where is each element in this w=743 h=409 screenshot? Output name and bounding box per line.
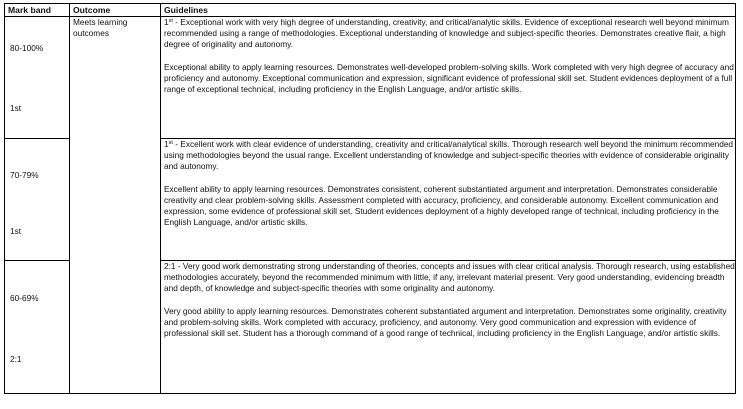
table-row [5, 17, 736, 139]
guideline-paragraph [164, 261, 735, 295]
header-guidelines: Guidelines [161, 4, 736, 17]
header-row [5, 4, 736, 17]
outcome-cell [70, 17, 161, 394]
band-percentage: 80-100% [10, 43, 44, 53]
guidelines-cell [161, 17, 736, 139]
rubric-container [4, 3, 736, 394]
guideline-paragraph: Excellent ability to apply learning resources. Demonstrates consistent, coherent substantiated argument and interpretation. Demonstrates considerable creativity and clear problem-solving skills. Assessment completed with accuracy, proficiency, and considerable autonomy. Excellent communication and expression, some evidence of professional skill set. Student evidences deployment of a highly developed range of technical, including proficiency in the English Language, and/or artistic skills. [164, 183, 719, 228]
mark-band-cell [5, 261, 70, 394]
mark-band-cell [5, 139, 70, 261]
class-number: 1 [164, 17, 169, 27]
guideline-text: 2:1 - Very good work demonstrating strong understanding of theories, concepts and issues with clear critical analysis. Thorough research, using established methodologies accurately, beyond the recommended minimum with little, if any, irrelevant material present. Very good understanding, evidencing breadth and depth, of knowledge and subject-specific theories with some originality and autonomy. [164, 261, 735, 294]
guidelines-cell [161, 261, 736, 394]
band-classification: 1st [10, 103, 22, 113]
band-percentage: 60-69% [10, 293, 39, 303]
class-number: 1 [164, 139, 169, 149]
guidelines-cell [161, 139, 736, 261]
mark-band-cell [5, 17, 70, 139]
guideline-paragraph: Very good ability to apply learning resources. Demonstrates coherent substantiated argument and interpretation. Demonstrates some originality, creativity and problem-solving skills. Work completed with accuracy, proficiency, and autonomy. Very good communication and expression with evidence of professional skill set. Student has a thorough command of a good range of technical, including proficiency in the English Language, and/or artistic skills. [164, 305, 727, 339]
header-outcome: Outcome [70, 4, 161, 17]
marking-rubric-table [4, 3, 736, 394]
band-percentage: 70-79% [10, 170, 39, 180]
guideline-text: - Excellent work with clear evidence of understanding, creativity and critical/analytical skills. Thorough research well beyond the minimum recommended using methodologies beyond the usual range. Excellent understanding of knowledge and subject-specific theories with evidence of considerable originality and autonomy. [164, 139, 734, 172]
class-ordinal: st [168, 140, 173, 146]
guideline-text: - Exceptional work with very high degree of understanding, creativity, and critical/analytic skills. Evidence of exceptional research well beyond minimum recommended using a range of methodologies. Exceptional understanding of knowledge and subject-specific theories. Demonstrates creative flair, a high degree of originality and autonomy. [164, 17, 729, 50]
band-classification: 2:1 [10, 354, 22, 364]
header-mark-band: Mark band [5, 4, 70, 17]
guideline-paragraph [164, 139, 735, 173]
outcome-label: Meets learning outcomes [73, 17, 128, 39]
guideline-paragraph: Exceptional ability to apply learning resources. Demonstrates well-developed problem-solving skills. Work completed with very high degree of accuracy and proficiency and autonomy. Exceptional communication and expression, significant evidence of professional skill set. Student evidences deployment of a full range of exceptional technical, including proficiency in the English Language, and/or artistic skills. [164, 61, 734, 95]
band-classification: 1st [10, 226, 22, 236]
class-ordinal: st [168, 18, 173, 24]
guideline-paragraph [164, 17, 735, 51]
